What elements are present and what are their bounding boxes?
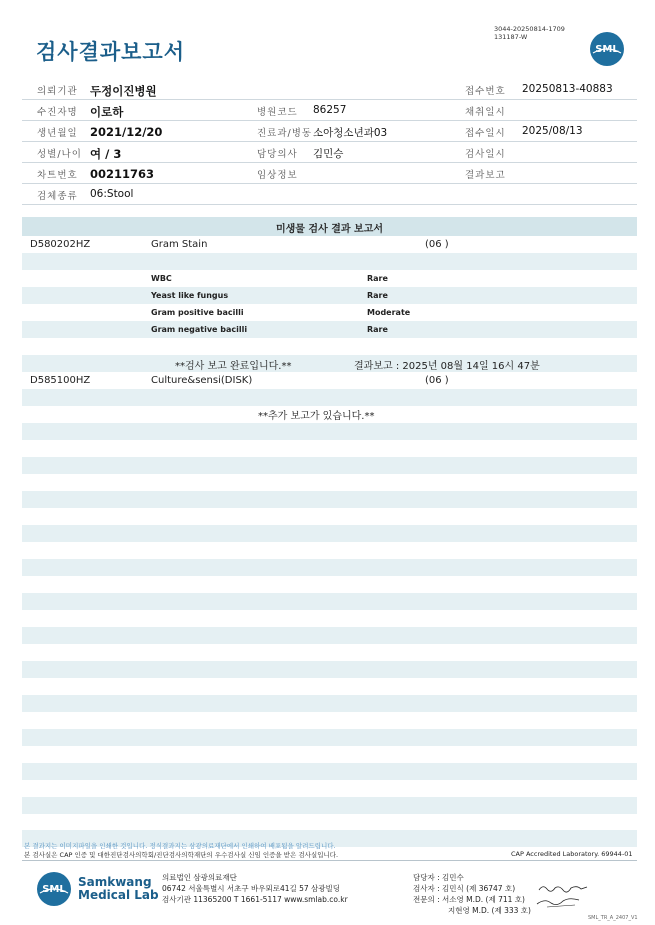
report-complete-note: **검사 보고 완료입니다.** xyxy=(175,361,292,372)
info-value: 김민승 xyxy=(313,148,344,160)
row-stripe xyxy=(22,593,637,610)
info-label: 의뢰기관 xyxy=(37,86,78,97)
info-row xyxy=(22,142,637,163)
report-title: 검사결과보고서 xyxy=(36,40,186,64)
result-name: Yeast like fungus xyxy=(151,291,229,300)
patient-info-table xyxy=(22,79,637,205)
info-value: 2025/08/13 xyxy=(522,125,583,137)
signatories xyxy=(413,872,531,916)
row-stripe xyxy=(22,797,637,814)
info-value: 소아청소년과03 xyxy=(313,127,388,139)
test-row xyxy=(22,237,637,254)
info-label: 병원코드 xyxy=(257,107,298,118)
image-print-notice: 본 결과지는 이미지파일을 인쇄한 것입니다. 정식결과지는 삼광의료재단에서 인쇄하여 배포됨을 알려드립니다. xyxy=(24,842,336,850)
row-stripe xyxy=(22,695,637,712)
result-value: Rare xyxy=(367,291,388,300)
result-name: Gram positive bacilli xyxy=(151,308,244,317)
row-stripe xyxy=(22,661,637,678)
signatory-tester: 검사자 : 김민식 (제 36747 호) xyxy=(413,884,516,893)
test-name: Gram Stain xyxy=(151,239,208,250)
sml-logo-text: SML xyxy=(42,884,66,895)
info-value: 2021/12/20 xyxy=(90,125,163,139)
brand-name xyxy=(78,876,159,902)
info-label: 결과보고 xyxy=(465,170,506,181)
specimen-code: (06 ) xyxy=(425,375,449,386)
document-id-line2: 131187-W xyxy=(494,33,528,41)
result-row xyxy=(22,288,637,305)
footer-divider xyxy=(22,860,637,861)
signature-icon xyxy=(535,895,581,909)
signatory-specialist-2: 지현영 M.D. (제 333 호) xyxy=(448,906,531,915)
institution-contact: 검사기관 11365200 T 1661-5117 www.smlab.co.kr xyxy=(162,895,348,904)
institution-street: 06742 서울특별시 서초구 바우뫼로41길 57 삼광빌딩 xyxy=(162,884,341,893)
result-row xyxy=(22,271,637,288)
institution-name: 의료법인 삼광의료재단 xyxy=(162,873,237,882)
info-row xyxy=(22,79,637,100)
result-value: Moderate xyxy=(367,308,411,317)
info-row xyxy=(22,121,637,142)
info-value: 20250813-40883 xyxy=(522,83,613,95)
row-stripe xyxy=(22,729,637,746)
result-value: Rare xyxy=(367,274,388,283)
info-label: 수진자명 xyxy=(37,107,78,118)
document-id xyxy=(494,25,565,41)
info-value: 86257 xyxy=(313,104,347,116)
result-name: WBC xyxy=(151,274,172,283)
row-stripe xyxy=(22,457,637,474)
result-name: Gram negative bacilli xyxy=(151,325,248,334)
info-row xyxy=(22,163,637,184)
signature-icon xyxy=(537,882,589,894)
info-label: 진료과/병동 xyxy=(257,128,313,139)
info-label: 검사일시 xyxy=(465,149,506,160)
report-complete-row xyxy=(22,355,637,372)
row-stripe xyxy=(22,763,637,780)
info-label: 접수일시 xyxy=(465,128,506,139)
additional-report-row xyxy=(22,405,637,422)
row-stripe xyxy=(22,491,637,508)
brand-line1: Samkwang xyxy=(78,875,152,889)
info-value: 두정이진병원 xyxy=(90,84,157,98)
test-row xyxy=(22,373,637,390)
result-value: Rare xyxy=(367,325,388,334)
info-row xyxy=(22,100,637,121)
info-label: 생년월일 xyxy=(37,128,78,139)
brand-line2: Medical Lab xyxy=(78,888,159,902)
document-id-line1: 3044-20250814-1709 xyxy=(494,25,565,33)
sml-logo-icon xyxy=(589,31,625,67)
info-label: 담당의사 xyxy=(257,149,298,160)
info-label: 성별/나이 xyxy=(37,149,82,160)
specimen-code: (06 ) xyxy=(425,239,449,250)
row-stripe xyxy=(22,559,637,576)
row-stripe xyxy=(22,423,637,440)
additional-report-note: **추가 보고가 있습니다.** xyxy=(258,411,375,422)
institution-address xyxy=(162,872,348,905)
info-label: 검체종류 xyxy=(37,191,78,202)
info-label: 차트번호 xyxy=(37,170,78,181)
sml-logo-icon xyxy=(36,871,72,907)
report-timestamp: 결과보고 : 2025년 08월 14일 16시 47분 xyxy=(354,361,540,372)
row-stripe xyxy=(22,389,637,406)
cap-accreditation: CAP Accredited Laboratory. 69944-01 xyxy=(511,850,633,858)
info-label: 접수번호 xyxy=(465,86,506,97)
row-stripe xyxy=(22,525,637,542)
info-row xyxy=(22,184,637,205)
section-title: 미생물 검사 결과 보고서 xyxy=(22,217,637,236)
accreditation-notice: 본 검사실은 CAP 인증 및 대한진단검사의학회/진단검사의학재단의 우수검사실 신임 인증을 받은 검사실입니다. xyxy=(24,851,339,859)
test-name: Culture&sensi(DISK) xyxy=(151,375,253,386)
result-row xyxy=(22,305,637,322)
info-label: 채취일시 xyxy=(465,107,506,118)
signatory-staff: 담당자 : 김민수 xyxy=(413,873,464,882)
row-stripe xyxy=(22,627,637,644)
row-stripe xyxy=(22,253,637,270)
info-label: 임상정보 xyxy=(257,170,298,181)
form-code: SML_TR_A_2407_V1 xyxy=(588,915,638,921)
result-row xyxy=(22,322,637,339)
info-value: 여 / 3 xyxy=(90,147,122,161)
test-code: D585100HZ xyxy=(30,375,91,386)
test-code: D580202HZ xyxy=(30,239,91,250)
info-value: 06:Stool xyxy=(90,188,134,200)
info-value: 00211763 xyxy=(90,167,155,181)
info-value: 이로하 xyxy=(90,105,124,119)
signatory-specialist: 전문의 : 서소영 M.D. (제 711 호) xyxy=(413,895,525,904)
sml-logo-text: SML xyxy=(595,44,619,55)
